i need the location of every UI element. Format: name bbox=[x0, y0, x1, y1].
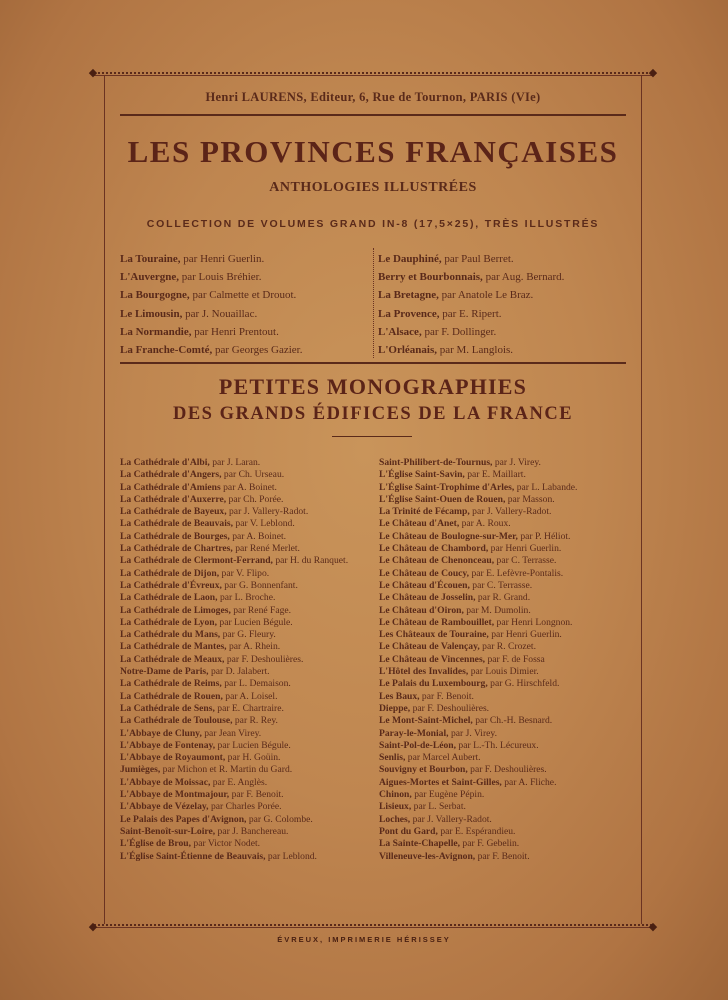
item-author: par F. Benoit. bbox=[229, 789, 284, 801]
item-title: Jumièges, bbox=[120, 764, 161, 776]
list-item bbox=[120, 703, 370, 715]
section-title: PETITES MONOGRAPHIES bbox=[218, 374, 528, 399]
list-item bbox=[120, 617, 370, 629]
item-title: L'Église Saint-Savin, bbox=[379, 469, 465, 481]
item-title: Paray-le-Monial, bbox=[379, 727, 449, 739]
collection-note: COLLECTION DE VOLUMES GRAND IN-8 (17,5×25), TRÈS ILLUSTRÉS bbox=[146, 218, 600, 230]
list-item bbox=[120, 777, 370, 789]
list-item bbox=[379, 703, 634, 715]
list-item bbox=[378, 286, 638, 304]
item-title: Le Limousin, bbox=[120, 307, 183, 320]
item-author: par L. Labande. bbox=[514, 481, 578, 493]
item-title: Le Château de Vincennes, bbox=[379, 653, 486, 665]
list-item bbox=[120, 592, 370, 604]
list-item bbox=[378, 268, 638, 286]
list-item bbox=[120, 691, 370, 703]
item-author: par A. Fliche. bbox=[501, 776, 557, 788]
item-title: Lisieux, bbox=[379, 801, 412, 813]
divider bbox=[120, 114, 626, 116]
list-item bbox=[378, 305, 638, 323]
item-author: par Charles Porée. bbox=[208, 801, 282, 813]
item-title: Notre-Dame de Paris, bbox=[120, 666, 209, 678]
list-item bbox=[379, 777, 634, 789]
item-author: par D. Jalabert. bbox=[208, 666, 270, 678]
item-title: Loches, bbox=[379, 813, 411, 825]
item-title: Le Château de Josselin, bbox=[379, 592, 476, 604]
list-item bbox=[379, 764, 634, 776]
item-author: par Henri Guerlin. bbox=[488, 543, 562, 555]
item-author: par F. de Fossa bbox=[485, 653, 545, 665]
right-border bbox=[641, 76, 642, 924]
item-author: par Ch. Urseau. bbox=[221, 469, 285, 481]
item-title: L'Abbaye de Montmajour, bbox=[120, 789, 230, 801]
item-author: par A. Roux. bbox=[459, 518, 511, 530]
list-item bbox=[379, 457, 634, 469]
item-title: L'Église Saint-Ouen de Rouen, bbox=[379, 493, 506, 505]
item-author: par G. Bonnenfant. bbox=[221, 579, 298, 591]
item-author: par R. Crozet. bbox=[479, 641, 536, 653]
list-item bbox=[120, 469, 370, 481]
item-author: par J. Vallery-Radot. bbox=[410, 813, 492, 825]
provinces-list-right bbox=[378, 250, 638, 359]
item-title: La Cathédrale de Mantes, bbox=[120, 641, 227, 653]
item-title: Le Château de Rambouillet, bbox=[379, 616, 495, 628]
list-item bbox=[379, 691, 634, 703]
list-item bbox=[120, 494, 370, 506]
item-title: L'Alsace, bbox=[378, 325, 422, 338]
item-title: La Cathédrale de Reims, bbox=[120, 678, 222, 690]
item-author: par Calmette et Drouot. bbox=[189, 289, 297, 302]
item-title: Les Châteaux de Touraine, bbox=[379, 629, 489, 641]
item-title: Aigues-Mortes et Saint-Gilles, bbox=[379, 776, 502, 788]
list-item bbox=[120, 826, 370, 838]
list-item bbox=[120, 629, 370, 641]
item-author: par M. Dumolin. bbox=[463, 604, 531, 616]
item-author: par F. Benoit. bbox=[475, 850, 530, 862]
list-item bbox=[379, 838, 634, 850]
item-title: Dieppe, bbox=[379, 702, 411, 714]
list-item bbox=[379, 801, 634, 813]
list-item bbox=[120, 715, 370, 727]
list-item bbox=[120, 641, 370, 653]
item-title: La Trinité de Fécamp, bbox=[379, 506, 470, 518]
item-title: L'Hôtel des Invalides, bbox=[379, 666, 469, 678]
publisher-line: Henri LAURENS, Editeur, 6, Rue de Tournon, PARIS (VIe) bbox=[205, 90, 541, 104]
item-title: La Provence, bbox=[378, 307, 440, 320]
item-author: par Henri Prentout. bbox=[191, 325, 279, 338]
item-title: Les Baux, bbox=[379, 690, 420, 702]
list-item bbox=[120, 801, 370, 813]
item-author: par P. Héliot. bbox=[517, 530, 571, 542]
item-title: La Cathédrale de Chartres, bbox=[120, 543, 233, 555]
item-title: Chinon, bbox=[379, 789, 412, 801]
list-item bbox=[120, 654, 370, 666]
list-item bbox=[120, 286, 370, 304]
provinces-list-left bbox=[120, 250, 370, 359]
item-title: La Cathédrale d'Angers, bbox=[120, 469, 222, 481]
item-author: par Henri Longnon. bbox=[494, 616, 573, 628]
item-title: La Cathédrale de Clermont-Ferrand, bbox=[120, 555, 273, 567]
item-title: Le Château d'Oiron, bbox=[379, 604, 464, 616]
list-item bbox=[379, 728, 634, 740]
item-title: La Normandie, bbox=[120, 325, 192, 338]
item-author: par Jean Virey. bbox=[201, 727, 262, 739]
divider bbox=[120, 362, 626, 364]
list-item bbox=[120, 728, 370, 740]
item-title: Le Palais du Luxembourg, bbox=[379, 678, 488, 690]
list-item bbox=[120, 605, 370, 617]
item-author: par Henri Guerlin. bbox=[488, 629, 562, 641]
list-item bbox=[379, 482, 634, 494]
list-item bbox=[120, 789, 370, 801]
item-title: L'Église Saint-Étienne de Beauvais, bbox=[120, 850, 266, 862]
item-author: par E. Chartraire. bbox=[214, 702, 284, 714]
item-title: Senlis, bbox=[379, 752, 406, 764]
item-author: par E. Lefèvre-Pontalis. bbox=[469, 567, 564, 579]
item-author: par Paul Berret. bbox=[441, 253, 514, 265]
item-author: par A. Loisel. bbox=[222, 690, 278, 702]
item-title: L'Orléanais, bbox=[378, 344, 437, 357]
list-item bbox=[379, 654, 634, 666]
bottom-border bbox=[94, 924, 652, 928]
list-item bbox=[379, 666, 634, 678]
item-author: par Michon et R. Martin du Gard. bbox=[160, 764, 293, 776]
item-title: La Cathédrale d'Albi, bbox=[120, 457, 210, 468]
item-author: par C. Terrasse. bbox=[494, 555, 557, 567]
list-item bbox=[379, 851, 634, 863]
item-title: L'Abbaye de Cluny, bbox=[120, 727, 202, 739]
list-item bbox=[120, 341, 370, 359]
list-item bbox=[120, 305, 370, 323]
item-author: par G. Fleury. bbox=[220, 629, 276, 641]
item-author: par J. Vallery-Radot. bbox=[469, 506, 552, 518]
item-title: Le Mont-Saint-Michel, bbox=[379, 715, 473, 727]
item-author: par V. Flipo. bbox=[219, 567, 270, 579]
item-author: par F. Deshoulières. bbox=[224, 653, 304, 665]
list-item bbox=[120, 838, 370, 850]
item-author: par E. Anglès. bbox=[210, 776, 268, 788]
list-item bbox=[378, 323, 638, 341]
item-title: Berry et Bourbonnais, bbox=[378, 271, 483, 284]
list-item bbox=[379, 494, 634, 506]
short-divider bbox=[332, 436, 412, 437]
item-author: par F. Gebelin. bbox=[460, 838, 520, 850]
item-title: Le Château d'Écouen, bbox=[379, 579, 470, 591]
item-author: par G. Hirschfeld. bbox=[487, 678, 560, 690]
item-title: La Cathédrale d'Amiens bbox=[120, 481, 221, 493]
list-item bbox=[379, 629, 634, 641]
item-author: par G. Colombe. bbox=[246, 813, 313, 825]
item-title: La Cathédrale de Laon, bbox=[120, 592, 218, 604]
item-author: par E. Ripert. bbox=[439, 307, 502, 320]
item-author: par L. Serbat. bbox=[411, 801, 466, 813]
item-title: L'Auvergne, bbox=[120, 271, 179, 284]
item-author: par F. Deshoulières. bbox=[467, 764, 547, 776]
list-item bbox=[379, 678, 634, 690]
item-title: La Sainte-Chapelle, bbox=[379, 838, 461, 850]
item-title: La Cathédrale de Sens, bbox=[120, 702, 215, 714]
item-author: par J. Virey. bbox=[492, 457, 541, 468]
section-subtitle: DES GRANDS ÉDIFICES DE LA FRANCE bbox=[172, 404, 574, 424]
list-item bbox=[379, 814, 634, 826]
list-item bbox=[379, 531, 634, 543]
item-author: par Marcel Aubert. bbox=[405, 752, 481, 764]
item-author: par Louis Dimier. bbox=[468, 666, 539, 678]
item-title: La Cathédrale de Bayeux, bbox=[120, 506, 227, 518]
item-title: L'Église de Brou, bbox=[120, 838, 191, 850]
list-item bbox=[379, 715, 634, 727]
list-item bbox=[379, 518, 634, 530]
item-title: Pont du Gard, bbox=[379, 825, 438, 837]
item-title: La Cathédrale de Beauvais, bbox=[120, 518, 233, 530]
item-title: La Cathédrale de Bourges, bbox=[120, 530, 230, 542]
item-title: La Cathédrale de Limoges, bbox=[120, 604, 231, 616]
item-title: La Cathédrale d'Évreux, bbox=[120, 579, 222, 591]
item-author: par L. Broche. bbox=[217, 592, 276, 604]
item-author: par A. Boinet. bbox=[220, 481, 277, 493]
list-item bbox=[379, 641, 634, 653]
list-item bbox=[379, 826, 634, 838]
item-title: La Cathédrale de Toulouse, bbox=[120, 715, 233, 727]
list-item bbox=[378, 250, 638, 268]
list-item bbox=[120, 678, 370, 690]
item-title: Saint-Pol-de-Léon, bbox=[379, 739, 457, 751]
item-author: par H. Goüin. bbox=[225, 752, 281, 764]
item-title: La Bretagne, bbox=[378, 289, 439, 302]
item-author: par A. Boinet. bbox=[229, 530, 287, 542]
item-title: La Cathédrale de Meaux, bbox=[120, 653, 225, 665]
item-author: par Georges Gazier. bbox=[212, 344, 303, 357]
item-title: Le Château de Valençay, bbox=[379, 641, 480, 653]
list-item bbox=[120, 851, 370, 863]
item-author: par F. Benoit. bbox=[419, 690, 474, 702]
item-title: Le Château de Chambord, bbox=[379, 543, 489, 555]
page-title: LES PROVINCES FRANÇAISES bbox=[127, 134, 619, 169]
item-title: Le Château de Boulogne-sur-Mer, bbox=[379, 530, 518, 542]
list-item bbox=[379, 592, 634, 604]
item-author: par V. Leblond. bbox=[233, 518, 295, 530]
item-author: par J. Laran. bbox=[209, 457, 261, 468]
list-item bbox=[379, 568, 634, 580]
list-item bbox=[120, 555, 370, 567]
item-author: par Aug. Bernard. bbox=[482, 271, 565, 284]
item-title: L'Abbaye de Moissac, bbox=[120, 776, 211, 788]
item-title: L'Abbaye de Fontenay, bbox=[120, 739, 216, 751]
item-title: Saint-Benoît-sur-Loire, bbox=[120, 825, 216, 837]
item-author: par J. Banchereau. bbox=[215, 825, 289, 837]
list-item bbox=[120, 518, 370, 530]
item-title: Le Palais des Papes d'Avignon, bbox=[120, 813, 247, 825]
corner-ornament-icon: ◆ bbox=[88, 921, 98, 933]
item-title: La Touraine, bbox=[120, 253, 181, 265]
left-border bbox=[104, 76, 105, 924]
item-title: La Franche-Comté, bbox=[120, 344, 213, 357]
item-author: par A. Rhein. bbox=[226, 641, 281, 653]
item-author: par Ch. Porée. bbox=[226, 493, 284, 505]
item-title: Le Château d'Anet, bbox=[379, 518, 460, 530]
item-author: par L.-Th. Lécureux. bbox=[456, 739, 539, 751]
item-author: par Victor Nodet. bbox=[191, 838, 261, 850]
page-frame bbox=[88, 67, 658, 933]
column-separator bbox=[373, 248, 374, 358]
monographs-list-left bbox=[120, 457, 370, 863]
list-item bbox=[379, 580, 634, 592]
item-title: Villeneuve-les-Avignon, bbox=[379, 850, 476, 862]
item-title: L'Abbaye de Royaumont, bbox=[120, 752, 226, 764]
item-title: Le Château de Chenonceau, bbox=[379, 555, 495, 567]
item-author: par Lucien Bégule. bbox=[215, 739, 291, 751]
list-item bbox=[379, 617, 634, 629]
list-item bbox=[379, 543, 634, 555]
printer-imprint: ÉVREUX, IMPRIMERIE HÉRISSEY bbox=[277, 935, 451, 944]
item-title: L'Abbaye de Vézelay, bbox=[120, 801, 209, 813]
item-author: par H. du Ranquet. bbox=[272, 555, 349, 567]
item-title: La Cathédrale de Rouen, bbox=[120, 690, 223, 702]
item-author: par Henri Guerlin. bbox=[180, 253, 265, 265]
item-title: Le Dauphiné, bbox=[378, 253, 442, 265]
list-item bbox=[379, 740, 634, 752]
item-author: par Louis Bréhier. bbox=[178, 271, 262, 284]
list-item bbox=[120, 482, 370, 494]
list-item bbox=[379, 469, 634, 481]
list-item bbox=[378, 341, 638, 359]
corner-ornament-icon: ◆ bbox=[648, 921, 658, 933]
item-author: par R. Grand. bbox=[475, 592, 531, 604]
list-item bbox=[120, 568, 370, 580]
list-item bbox=[120, 580, 370, 592]
list-item bbox=[120, 323, 370, 341]
list-item bbox=[120, 740, 370, 752]
item-author: par F. Deshoulières. bbox=[410, 702, 490, 714]
item-author: par L. Demaison. bbox=[221, 678, 291, 690]
list-item bbox=[379, 555, 634, 567]
item-author: par René Fage. bbox=[230, 604, 292, 616]
list-item bbox=[120, 531, 370, 543]
list-item bbox=[120, 764, 370, 776]
item-author: par René Merlet. bbox=[232, 543, 300, 555]
item-author: par M. Langlois. bbox=[436, 344, 514, 357]
item-author: par C. Terrasse. bbox=[469, 579, 533, 591]
corner-ornament-icon: ◆ bbox=[88, 67, 98, 79]
item-author: par Lucien Bégule. bbox=[217, 616, 293, 628]
item-title: Le Château de Coucy, bbox=[379, 567, 470, 579]
item-author: par E. Espérandieu. bbox=[437, 825, 516, 837]
monographs-list-right bbox=[379, 457, 634, 863]
list-item bbox=[379, 506, 634, 518]
page-subtitle: ANTHOLOGIES ILLUSTRÉES bbox=[269, 180, 477, 195]
list-item bbox=[120, 457, 370, 469]
item-title: La Cathédrale de Dijon, bbox=[120, 567, 220, 579]
list-item bbox=[379, 789, 634, 801]
item-title: La Cathédrale d'Auxerre, bbox=[120, 493, 227, 505]
item-author: par E. Maillart. bbox=[464, 469, 526, 481]
corner-ornament-icon: ◆ bbox=[648, 67, 658, 79]
item-author: par R. Rey. bbox=[232, 715, 278, 727]
list-item bbox=[120, 543, 370, 555]
item-author: par Masson. bbox=[505, 493, 555, 505]
list-item bbox=[120, 506, 370, 518]
item-author: par Ch.-H. Besnard. bbox=[472, 715, 553, 727]
item-title: La Cathédrale du Mans, bbox=[120, 629, 221, 641]
item-title: L'Église Saint-Trophime d'Arles, bbox=[379, 481, 515, 493]
item-author: par Eugène Pépin. bbox=[411, 789, 485, 801]
item-title: La Bourgogne, bbox=[120, 289, 190, 302]
list-item bbox=[120, 268, 370, 286]
item-author: par J. Virey. bbox=[448, 727, 497, 739]
item-author: par Leblond. bbox=[265, 850, 317, 862]
list-item bbox=[379, 605, 634, 617]
list-item bbox=[120, 752, 370, 764]
list-item bbox=[379, 752, 634, 764]
item-title: La Cathédrale de Lyon, bbox=[120, 616, 218, 628]
item-author: par F. Dollinger. bbox=[421, 325, 497, 338]
item-author: par J. Nouaillac. bbox=[182, 307, 258, 320]
list-item bbox=[120, 666, 370, 678]
item-title: Saint-Philibert-de-Tournus, bbox=[379, 457, 493, 468]
top-border bbox=[94, 72, 652, 76]
list-item bbox=[120, 250, 370, 268]
list-item bbox=[120, 814, 370, 826]
item-title: Souvigny et Bourbon, bbox=[379, 764, 468, 776]
item-author: par J. Vallery-Radot. bbox=[226, 506, 309, 518]
item-author: par Anatole Le Braz. bbox=[438, 289, 534, 302]
